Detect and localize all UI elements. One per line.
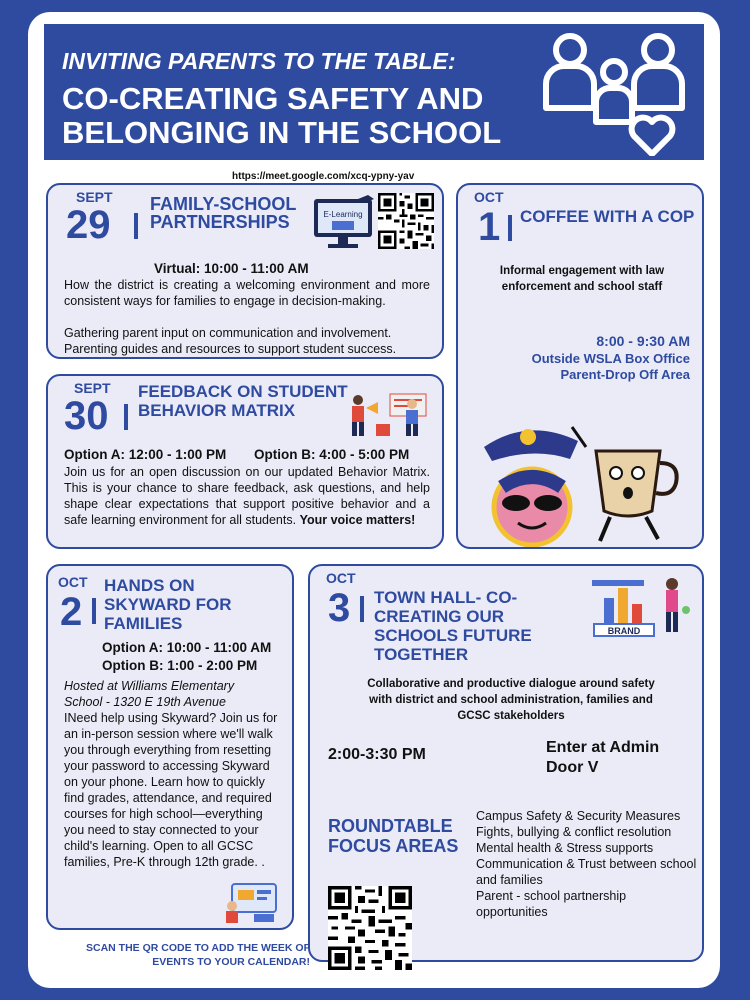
- header-banner: [44, 24, 704, 160]
- event-entry: Enter at Admin Door V: [546, 739, 660, 776]
- event-month: OCT: [326, 570, 356, 586]
- divider: [508, 215, 512, 241]
- event-card-oct-3: [308, 564, 704, 962]
- event-time: 2:00-3:30 PM: [328, 746, 426, 763]
- qr-code[interactable]: [378, 193, 434, 249]
- event-description: Informal engagement with law enforcement and school staff: [499, 265, 665, 293]
- event-location: Outside WSLA Box Office: [531, 351, 690, 366]
- option-b-time: Option B: 4:00 - 5:00 PM: [254, 447, 410, 462]
- event-month: SEPT: [76, 189, 113, 205]
- focus-item: Communication & Trust between school and families: [476, 857, 697, 887]
- event-description: INeed help using Skyward? Join us for an in-person session where we'll walk you through everything from resetting your password to accessing Skyward on your phone. Learn how to quickly find grades, attendance, and required courses for high school—everything you need to stay connected to your child's learning. Open to all GCSC families, Pre-K through 12th grade. .: [64, 711, 278, 869]
- brand-growth-icon: [588, 574, 692, 638]
- event-description-text: Join us for an open discussion on our updated Behavior Matrix. This is your chance to share feedback, ask questions, and help shape clear expectations that support positive behavior and a safe learning environment for all students.: [64, 465, 430, 527]
- event-emphasis: Your voice matters!: [299, 513, 416, 527]
- option-a-time: Option A: 12:00 - 1:00 PM: [64, 447, 227, 462]
- family-icon: [540, 28, 690, 156]
- calendar-instructions: SCAN THE QR CODE TO ADD THE WEEK OF EVENTS TO YOUR CALENDAR!: [85, 942, 310, 968]
- e-learning-monitor-icon: [312, 195, 374, 251]
- calendar-qr-code[interactable]: [328, 886, 412, 970]
- event-time: 8:00 - 9:30 AM: [596, 333, 690, 349]
- focus-item: Fights, bullying & conflict resolution: [476, 825, 672, 839]
- event-title: HANDS ON SKYWARD FOR FAMILIES: [104, 576, 232, 633]
- divider: [124, 404, 128, 430]
- event-detail: Gathering parent input on communication and involvement.: [64, 326, 392, 340]
- event-title: TOWN HALL- CO-CREATING OUR SCHOOLS FUTURE TOGETHER: [374, 588, 532, 664]
- online-learning-icon: [224, 882, 282, 924]
- event-month: SEPT: [74, 380, 111, 396]
- divider: [360, 596, 364, 622]
- focus-item: Campus Safety & Security Measures: [476, 809, 681, 823]
- event-day: 2: [60, 590, 83, 634]
- option-a-time: Option A: 10:00 - 11:00 AM: [102, 640, 272, 655]
- event-description: [64, 464, 430, 528]
- header-title: CO-CREATING SAFETY AND BELONGING IN THE SCHOOL: [62, 81, 502, 150]
- event-card-oct-2: [46, 564, 294, 930]
- focus-title: ROUNDTABLE FOCUS AREAS: [328, 816, 459, 856]
- event-detail: Parenting guides and resources to support student success.: [64, 342, 397, 356]
- people-feedback-icon: [346, 390, 436, 438]
- divider: [92, 598, 96, 624]
- focus-item: Parent - school partnership opportunities: [476, 889, 627, 919]
- event-location: Parent-Drop Off Area: [560, 367, 690, 382]
- event-description: How the district is creating a welcoming environment and more consistent ways for families to engage in decision-making.: [64, 278, 430, 308]
- event-day: 30: [64, 394, 109, 438]
- event-month: OCT: [474, 189, 504, 205]
- event-time: Virtual: 10:00 - 11:00 AM: [154, 261, 309, 276]
- event-title: FAMILY-SCHOOL PARTNERSHIPS: [150, 194, 297, 232]
- focus-list: [476, 808, 698, 920]
- event-card-sept-30: [46, 374, 444, 549]
- event-description: Collaborative and productive dialogue around safety with district and school administration, families and GCSC stakeholders: [367, 678, 655, 722]
- event-day: 29: [66, 203, 111, 247]
- event-title: COFFEE WITH A COP: [520, 207, 695, 226]
- option-b-time: Option B: 1:00 - 2:00 PM: [102, 658, 258, 673]
- divider: [134, 213, 138, 239]
- event-title: FEEDBACK ON STUDENT BEHAVIOR MATRIX: [138, 382, 348, 420]
- event-card-sept-29: [46, 183, 444, 359]
- event-location: Hosted at Williams Elementary School - 1320 E 19th Avenue: [64, 679, 235, 709]
- svg-text:E-Learning: E-Learning: [323, 210, 363, 219]
- event-month: OCT: [58, 574, 88, 590]
- header-kicker: INVITING PARENTS TO THE TABLE:: [62, 48, 456, 74]
- event-card-oct-1: [456, 183, 704, 549]
- police-donut-coffee-icon: [478, 407, 694, 547]
- focus-item: Mental health & Stress supports: [476, 841, 654, 855]
- svg-text:BRAND: BRAND: [607, 626, 641, 636]
- meet-url[interactable]: https://meet.google.com/xcq-ypny-yav: [232, 171, 415, 182]
- event-day: 3: [328, 586, 351, 630]
- event-day: 1: [478, 205, 501, 249]
